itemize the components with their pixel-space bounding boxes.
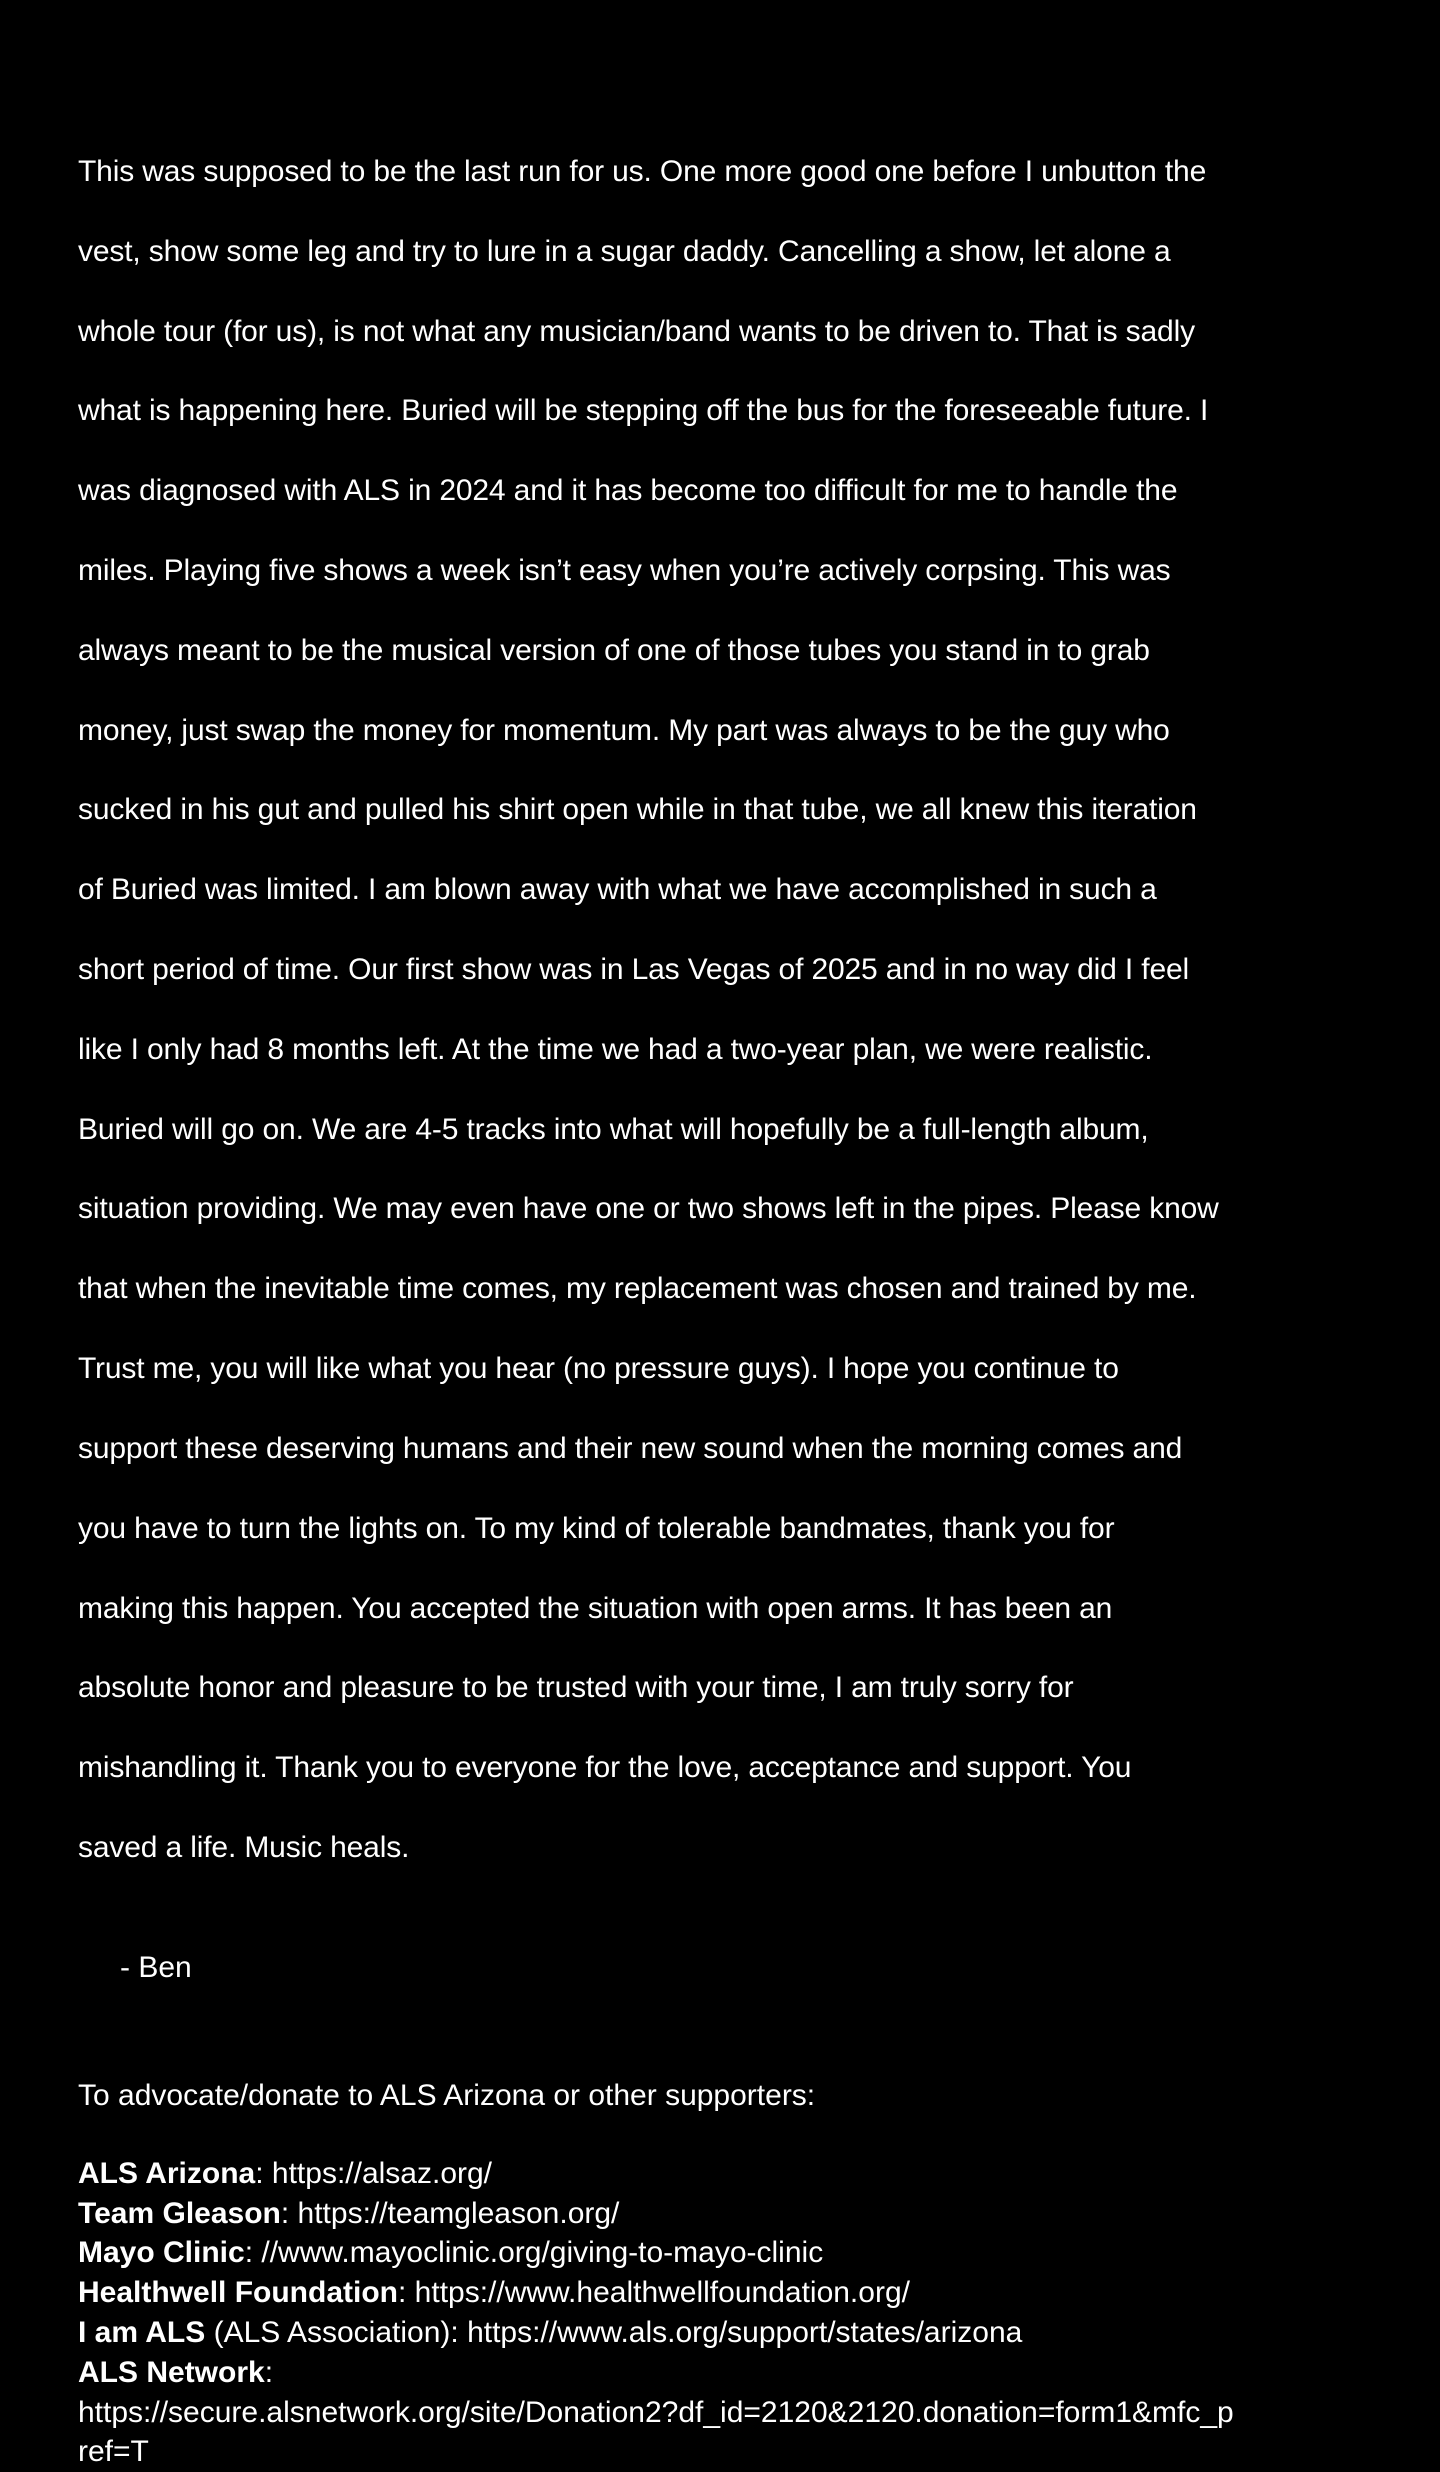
statement-line: that when the inevitable time comes, my replacement was chosen and trained by me. [78, 1272, 1197, 1306]
org-separator: : [450, 2315, 468, 2349]
als-network-url-line[interactable]: ref=T [78, 2435, 149, 2469]
org-separator: : [280, 2196, 298, 2230]
org-name: ALS Arizona [78, 2156, 256, 2190]
als-network-link[interactable] [78, 2393, 1364, 2472]
donate-row-i-am-als [78, 2313, 1364, 2353]
statement-line: miles. Playing five shows a week isn’t easy when you’re actively corpsing. This was [78, 553, 1171, 587]
statement-line: money, just swap the money for momentum. My part was always to be the guy who [78, 713, 1170, 747]
org-name: Healthwell Foundation [78, 2276, 398, 2310]
statement-line: what is happening here. Buried will be stepping off the bus for the foreseeable future. I [78, 394, 1209, 428]
org-separator: : [244, 2236, 262, 2270]
org-link[interactable]: //www.mayoclinic.org/giving-to-mayo-clinic [261, 2236, 824, 2270]
statement-line: saved a life. Music heals. [78, 1830, 410, 1864]
donate-row-team-gleason [78, 2194, 1364, 2234]
statement-line: vest, show some leg and try to lure in a sugar daddy. Cancelling a show, let alone a [78, 234, 1171, 268]
statement-line: whole tour (for us), is not what any musician/band wants to be driven to. That is sadly [78, 314, 1195, 348]
donate-intro: To advocate/donate to ALS Arizona or other supporters: [78, 2078, 816, 2112]
als-network-url-line[interactable]: https://secure.alsnetwork.org/site/Donation2?df_id=2120&2120.donation=form1&mfc_p [78, 2395, 1234, 2429]
org-separator: : [264, 2355, 274, 2389]
statement-line: absolute honor and pleasure to be trusted with your time, I am truly sorry for [78, 1671, 1074, 1705]
org-extra: (ALS Association) [205, 2315, 451, 2349]
signature: - Ben [120, 1950, 192, 1984]
donate-row-mayo-clinic [78, 2233, 1364, 2273]
org-link[interactable]: https://alsaz.org/ [271, 2156, 493, 2190]
letter-page [78, 112, 1364, 2472]
statement-body [78, 112, 1364, 1908]
statement-line: Trust me, you will like what you hear (no pressure guys). I hope you continue to [78, 1352, 1119, 1386]
statement-line: you have to turn the lights on. To my kind of tolerable bandmates, thank you for [78, 1511, 1115, 1545]
org-link[interactable]: https://www.healthwellfoundation.org/ [414, 2276, 910, 2310]
statement-line: short period of time. Our first show was in Las Vegas of 2025 and in no way did I feel [78, 953, 1190, 987]
donate-row-als-arizona [78, 2154, 1364, 2194]
org-link[interactable]: https://teamgleason.org/ [297, 2196, 620, 2230]
statement-line: of Buried was limited. I am blown away with what we have accomplished in such a [78, 873, 1157, 907]
statement-line: always meant to be the musical version of one of those tubes you stand in to grab [78, 633, 1150, 667]
statement-line: like I only had 8 months left. At the time we had a two-year plan, we were realistic. [78, 1032, 1153, 1066]
statement-line: This was supposed to be the last run for us. One more good one before I unbutton the [78, 154, 1207, 188]
org-name: ALS Network [78, 2355, 265, 2389]
statement-line: support these deserving humans and their new sound when the morning comes and [78, 1431, 1183, 1465]
donate-row-healthwell [78, 2273, 1364, 2313]
org-name: I am ALS [78, 2315, 206, 2349]
org-separator: : [398, 2276, 415, 2310]
org-name: Mayo Clinic [78, 2236, 245, 2270]
statement-line: was diagnosed with ALS in 2024 and it has become too difficult for me to handle the [78, 474, 1178, 508]
donate-list [78, 2154, 1364, 2472]
statement-line: mishandling it. Thank you to everyone for the love, acceptance and support. You [78, 1751, 1132, 1785]
org-name: Team Gleason [78, 2196, 281, 2230]
statement-line: sucked in his gut and pulled his shirt open while in that tube, we all knew this iteration [78, 793, 1197, 827]
statement-line: situation providing. We may even have one or two shows left in the pipes. Please know [78, 1192, 1219, 1226]
org-separator: : [255, 2156, 272, 2190]
statement-line: making this happen. You accepted the situation with open arms. It has been an [78, 1591, 1113, 1625]
org-link[interactable]: https://www.als.org/support/states/arizona [467, 2315, 1023, 2349]
donate-row-als-network [78, 2353, 1364, 2393]
statement-line: Buried will go on. We are 4-5 tracks into what will hopefully be a full-length album, [78, 1112, 1149, 1146]
